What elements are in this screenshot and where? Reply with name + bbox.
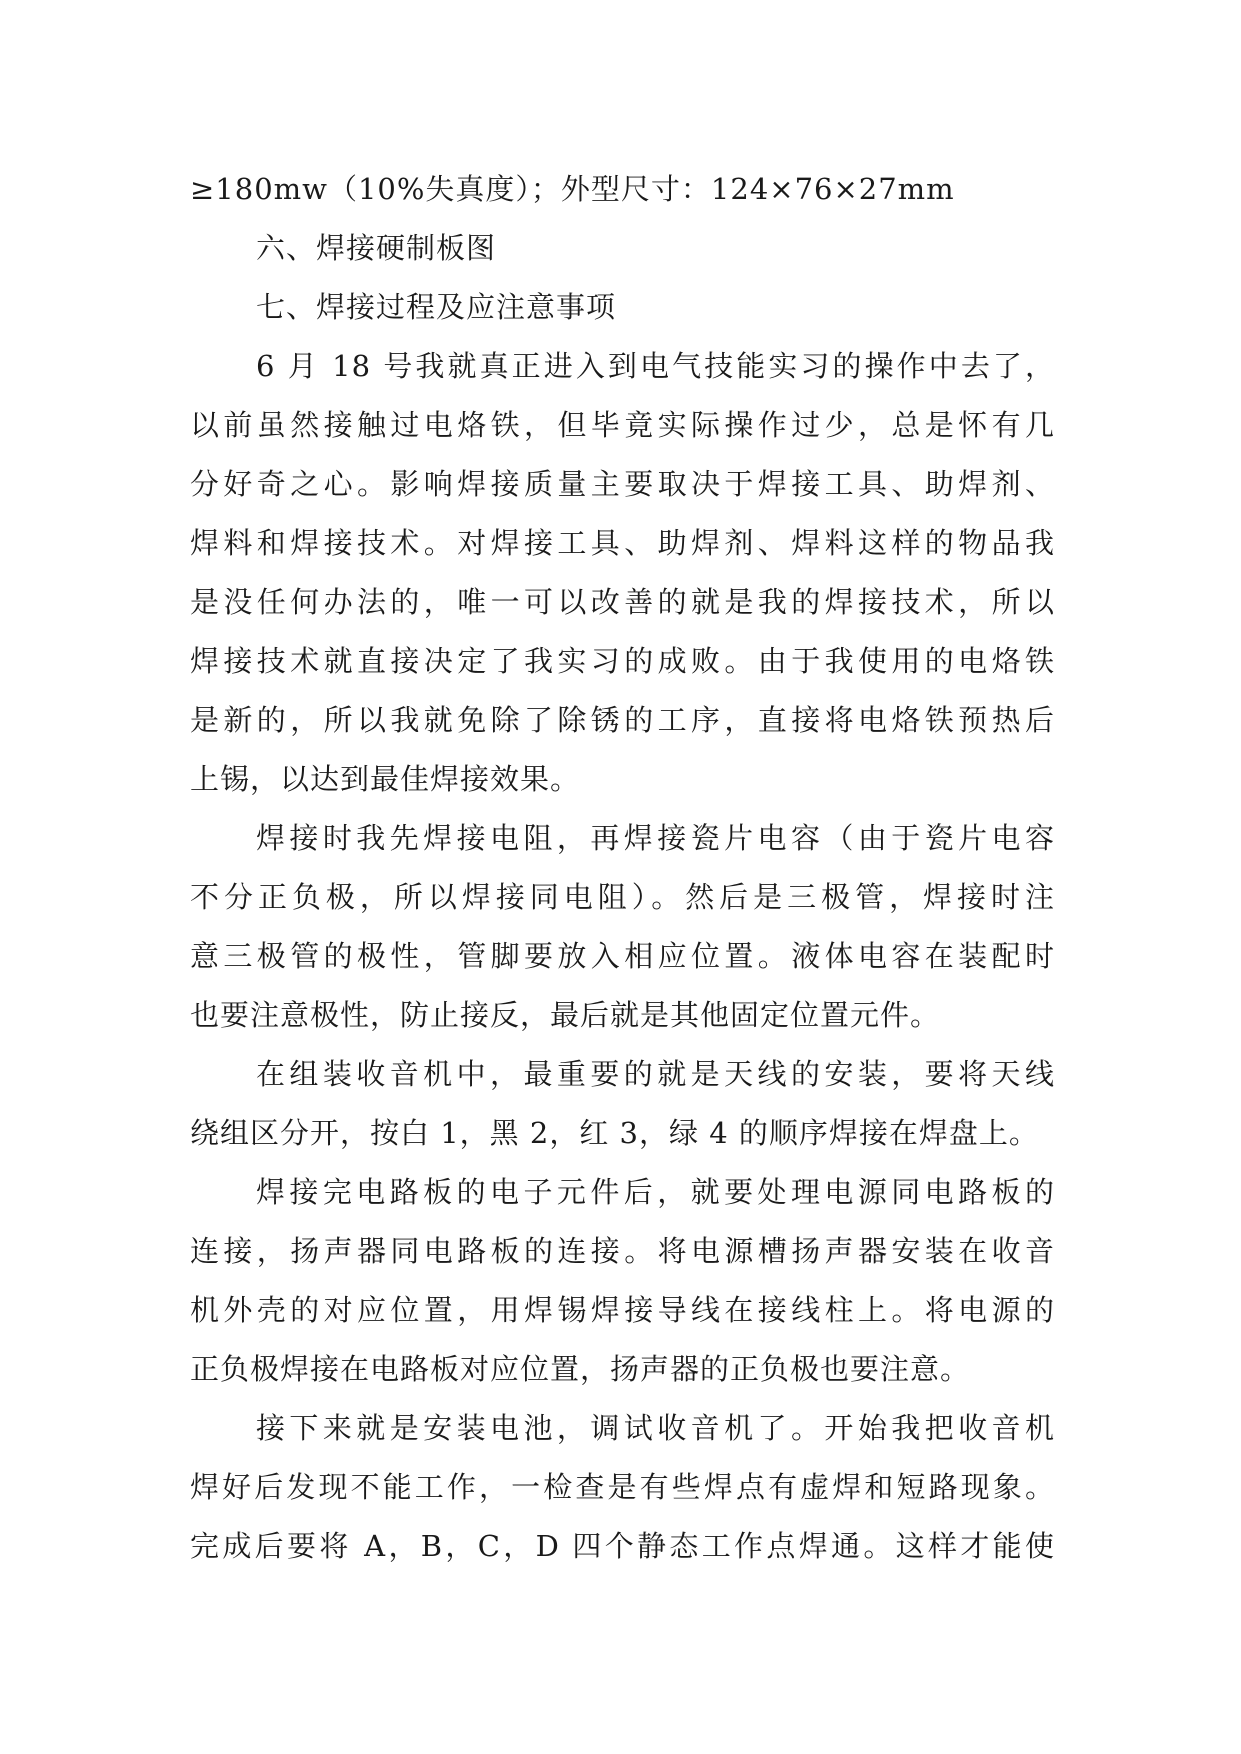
paragraph-line: 焊接完电路板的电子元件后，就要处理电源同电路板的: [256, 1175, 1055, 1209]
paragraph-line: 是新的，所以我就免除了除锈的工序，直接将电烙铁预热后: [190, 703, 1055, 737]
document-body: [190, 160, 1055, 1576]
section-heading-6: 六、焊接硬制板图: [256, 231, 497, 265]
paragraph-line: 接下来就是安装电池，调试收音机了。开始我把收音机: [256, 1411, 1055, 1445]
paragraph-line: 分好奇之心。影响焊接质量主要取决于焊接工具、助焊剂、: [190, 467, 1055, 501]
section-heading-7: 七、焊接过程及应注意事项: [256, 290, 617, 324]
paragraph-line: 也要注意极性，防止接反，最后就是其他固定位置元件。: [190, 998, 941, 1032]
paragraph-line: 完成后要将 A，B，C，D 四个静态工作点焊通。这样才能使: [190, 1529, 1055, 1563]
spec-line: ≥180mw（10%失真度）；外型尺寸：124×76×27mm: [190, 172, 955, 206]
paragraph-line: 绕组区分开，按白 1，黑 2，红 3，绿 4 的顺序焊接在焊盘上。: [190, 1116, 1039, 1150]
paragraph-line: 焊料和焊接技术。对焊接工具、助焊剂、焊料这样的物品我: [190, 526, 1055, 560]
paragraph-line: 焊接时我先焊接电阻，再焊接瓷片电容（由于瓷片电容: [256, 821, 1055, 855]
paragraph-line: 焊好后发现不能工作，一检查是有些焊点有虚焊和短路现象。: [190, 1470, 1055, 1504]
paragraph-line: 焊接技术就直接决定了我实习的成败。由于我使用的电烙铁: [190, 644, 1055, 678]
paragraph-line: 正负极焊接在电路板对应位置，扬声器的正负极也要注意。: [190, 1352, 971, 1386]
paragraph-line: 在组装收音机中，最重要的就是天线的安装，要将天线: [256, 1057, 1055, 1091]
paragraph-line: 不分正负极，所以焊接同电阻）。然后是三极管，焊接时注: [190, 880, 1055, 914]
paragraph-line: 上锡，以达到最佳焊接效果。: [190, 762, 581, 796]
paragraph-line: 以前虽然接触过电烙铁，但毕竟实际操作过少，总是怀有几: [190, 408, 1055, 442]
paragraph-line: 机外壳的对应位置，用焊锡焊接导线在接线柱上。将电源的: [190, 1293, 1055, 1327]
paragraph-line: 意三极管的极性，管脚要放入相应位置。液体电容在装配时: [190, 939, 1055, 973]
paragraph-line: 是没任何办法的，唯一可以改善的就是我的焊接技术，所以: [190, 585, 1055, 619]
paragraph-line: 连接，扬声器同电路板的连接。将电源槽扬声器安装在收音: [190, 1234, 1055, 1268]
paragraph-line: 6 月 18 号我就真正进入到电气技能实习的操作中去了，: [256, 349, 1055, 383]
